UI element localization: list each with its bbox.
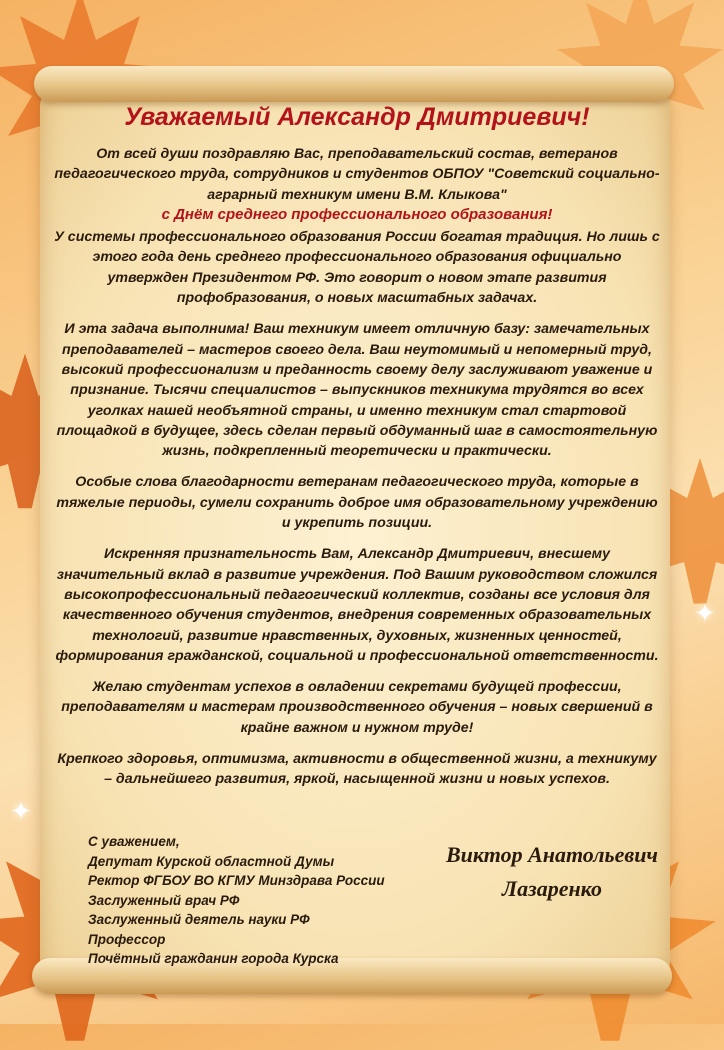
holiday-line: с Днём среднего профессионального образования! bbox=[161, 205, 553, 223]
letter-intro bbox=[52, 144, 662, 225]
sparkle-icon: ✦ bbox=[694, 598, 716, 628]
letter-paragraph: Крепкого здоровья, оптимизма, активности в общественной жизни, а техникуму – дальнейшего развития, яркой, насыщенной жизни и новых успехов. bbox=[57, 751, 657, 788]
intro-text: От всей души поздравляю Вас, преподавательский состав, ветеранов педагогического труда, сотрудников и студентов ОБПОУ "Советский социально-аграрный техникум имени В.М. Клыкова" bbox=[54, 146, 660, 203]
signature-line: С уважением, bbox=[88, 834, 180, 849]
signature-line: Заслуженный деятель науки РФ bbox=[88, 912, 310, 927]
signature-titles bbox=[88, 832, 428, 969]
letter-paragraph: Особые слова благодарности ветеранам педагогического труда, которые в тяжелые периоды, сумели сохранить доброе имя образовательному учреждению и укрепить позиции. bbox=[56, 474, 658, 532]
letter-paragraph: У системы профессионального образования России богатая традиция. Но лишь с этого года день среднего профессионального образования официально утвержден Президентом РФ. Это говорит о новом этапе развития профобразования, о новых масштабных задачах. bbox=[54, 229, 660, 307]
signature-line: Депутат Курской областной Думы bbox=[88, 853, 335, 869]
letter-paragraph: Желаю студентам успехов в овладении секретами будущей профессии, преподавателям и мастерам производственного обучения – новых свершений в крайне важном и нужном труде! bbox=[61, 679, 653, 736]
signature-line: Почётный гражданин города Курска bbox=[88, 951, 339, 966]
signature-first-name: Виктор Анатольевич bbox=[446, 842, 658, 867]
letter-body bbox=[52, 96, 662, 801]
signature-line: Заслуженный врач РФ bbox=[88, 892, 240, 908]
letter-paragraph: Искренняя признательность Вам, Александр Дмитриевич, внесшему значительный вклад в развитие учреждения. Под Вашим руководством сложился высокопрофессиональный педагогический коллектив, созданы все условия для качественного обучения студентов, внедрения современных образовательных технологий, развитие нравственных, духовных, жизненных ценностей, формирования гражданской, социальной и профессиональной ответственности. bbox=[55, 546, 659, 664]
letter-title: Уважаемый Александр Дмитриевич! bbox=[124, 103, 590, 131]
signature-last-name: Лазаренко bbox=[502, 876, 602, 901]
signature-name bbox=[412, 838, 692, 906]
sparkle-icon: ✦ bbox=[10, 796, 32, 826]
signature-line: Профессор bbox=[88, 931, 166, 947]
letter-paragraph: И эта задача выполнима! Ваш техникум имеет отличную базу: замечательных преподавателей – мастеров своего дела. Ваш неутомимый и непомерный труд, высокий профессионализм и преданность своему делу заслуживают уважение и признание. Тысячи специалистов – выпускников техникума трудятся во всех уголках нашей необъятной страны, и именно техникум стал стартовой площадкой в будущее, здесь сделан первый обдуманный шаг в самостоятельную жизнь, подкрепленный теоретически и практически. bbox=[56, 321, 658, 460]
signature-line: Ректор ФГБОУ ВО КГМУ Минздрава России bbox=[88, 873, 385, 888]
